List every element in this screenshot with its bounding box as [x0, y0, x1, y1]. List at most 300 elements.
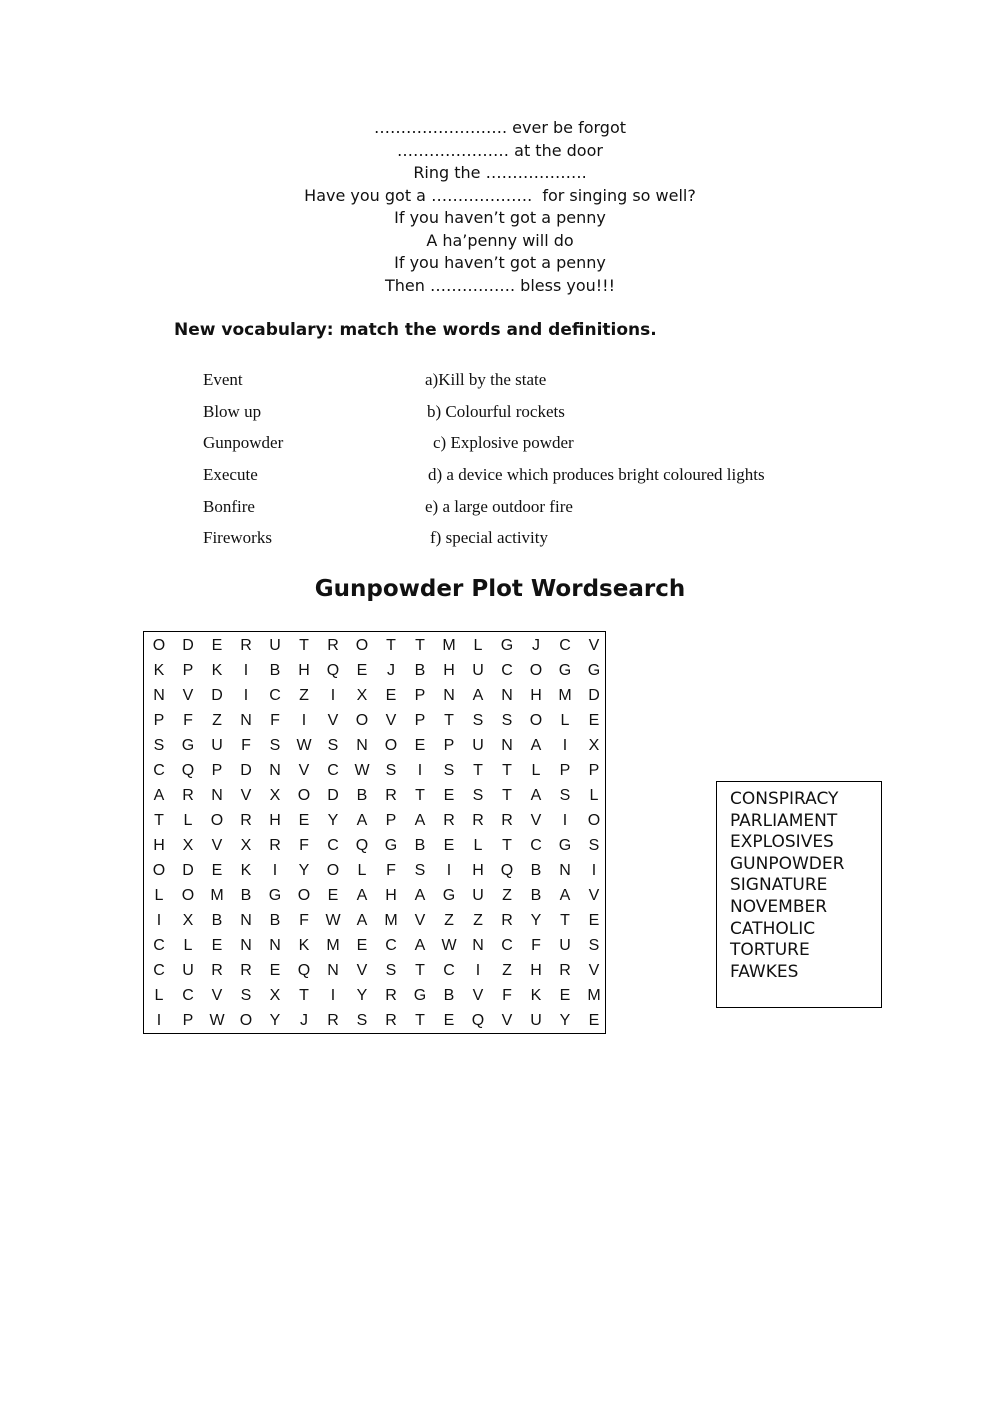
grid-letter[interactable]: M: [326, 937, 340, 954]
grid-row: [144, 983, 605, 1008]
grid-row: [144, 858, 605, 883]
grid-letter[interactable]: I: [475, 962, 481, 979]
grid-letter[interactable]: E: [211, 637, 223, 654]
word-list-item: EXPLOSIVES: [730, 832, 834, 853]
grid-letter[interactable]: G: [558, 837, 572, 854]
grid-letter[interactable]: Z: [473, 912, 483, 929]
grid-letter[interactable]: B: [269, 912, 281, 929]
grid-row: [144, 733, 605, 758]
grid-letter[interactable]: A: [356, 887, 368, 904]
grid-letter[interactable]: P: [153, 712, 165, 729]
grid-letter[interactable]: E: [443, 1012, 455, 1029]
grid-letter[interactable]: U: [530, 1012, 542, 1029]
vocabulary-definition: f) special activity: [430, 528, 549, 548]
grid-letter[interactable]: O: [384, 737, 398, 754]
grid-letter[interactable]: Y: [269, 1012, 281, 1029]
grid-letter[interactable]: W: [354, 762, 370, 779]
grid-letter[interactable]: O: [152, 637, 166, 654]
grid-letter[interactable]: N: [327, 962, 339, 979]
grid-letter[interactable]: R: [240, 962, 252, 979]
grid-letter[interactable]: A: [414, 812, 426, 829]
wordsearch-grid[interactable]: [143, 631, 606, 1034]
grid-letter[interactable]: N: [501, 737, 513, 754]
grid-letter[interactable]: P: [182, 1012, 194, 1029]
vocabulary-heading: New vocabulary: match the words and definitions.: [174, 320, 657, 340]
grid-letter[interactable]: D: [182, 637, 194, 654]
grid-row: [144, 783, 605, 808]
grid-letter[interactable]: B: [443, 987, 455, 1004]
grid-letter[interactable]: E: [588, 1012, 600, 1029]
grid-letter[interactable]: H: [530, 687, 542, 704]
grid-letter[interactable]: D: [240, 762, 252, 779]
grid-letter[interactable]: G: [500, 637, 514, 654]
grid-letter[interactable]: M: [587, 987, 601, 1004]
grid-letter[interactable]: L: [183, 812, 193, 829]
grid-letter[interactable]: N: [240, 912, 252, 929]
word-list-item: FAWKES: [730, 961, 799, 982]
grid-letter[interactable]: C: [443, 962, 455, 979]
grid-letter[interactable]: R: [501, 812, 513, 829]
grid-letter[interactable]: G: [181, 737, 195, 754]
grid-letter[interactable]: T: [415, 962, 425, 979]
grid-letter[interactable]: A: [414, 937, 426, 954]
vocabulary-word: Bonfire: [203, 496, 255, 516]
grid-letter[interactable]: K: [298, 937, 310, 954]
grid-letter[interactable]: I: [330, 987, 336, 1004]
grid-letter[interactable]: N: [356, 737, 368, 754]
grid-letter[interactable]: E: [588, 912, 600, 929]
grid-letter[interactable]: U: [472, 662, 484, 679]
grid-letter[interactable]: X: [182, 837, 194, 854]
grid-letter[interactable]: L: [560, 712, 570, 729]
grid-letter[interactable]: K: [153, 662, 165, 679]
grid-letter[interactable]: H: [443, 662, 455, 679]
grid-letter[interactable]: Q: [471, 1012, 485, 1029]
grid-letter[interactable]: X: [240, 837, 252, 854]
grid-letter[interactable]: H: [298, 662, 310, 679]
grid-letter[interactable]: T: [154, 812, 164, 829]
grid-letter[interactable]: L: [357, 862, 367, 879]
grid-letter[interactable]: M: [558, 687, 572, 704]
grid-letter[interactable]: I: [591, 862, 597, 879]
grid-letter[interactable]: R: [443, 812, 455, 829]
word-list-item: CATHOLIC: [730, 918, 816, 939]
grid-letter[interactable]: I: [417, 762, 423, 779]
grid-letter[interactable]: W: [325, 912, 341, 929]
grid-letter[interactable]: L: [183, 937, 193, 954]
grid-letter[interactable]: V: [501, 1012, 513, 1029]
grid-letter[interactable]: N: [240, 712, 252, 729]
grid-letter[interactable]: N: [559, 862, 571, 879]
grid-row: [144, 658, 605, 683]
grid-letter[interactable]: S: [414, 862, 426, 879]
grid-letter[interactable]: O: [297, 887, 311, 904]
grid-letter[interactable]: S: [356, 1012, 368, 1029]
grid-letter[interactable]: X: [356, 687, 368, 704]
poem-line: If you haven’t got a penny: [394, 208, 606, 227]
grid-letter[interactable]: R: [269, 837, 281, 854]
grid-letter[interactable]: X: [269, 787, 281, 804]
grid-letter[interactable]: I: [446, 862, 452, 879]
grid-letter[interactable]: T: [502, 787, 512, 804]
word-list-box: [716, 781, 882, 1008]
grid-letter[interactable]: R: [327, 1012, 339, 1029]
grid-letter[interactable]: F: [299, 912, 309, 929]
grid-letter[interactable]: P: [385, 812, 397, 829]
grid-letter[interactable]: K: [211, 662, 223, 679]
grid-letter[interactable]: E: [588, 712, 600, 729]
grid-letter[interactable]: V: [240, 787, 252, 804]
grid-letter[interactable]: C: [153, 962, 165, 979]
grid-letter[interactable]: E: [356, 662, 368, 679]
grid-letter[interactable]: E: [356, 937, 368, 954]
grid-letter[interactable]: H: [269, 812, 281, 829]
grid-letter[interactable]: U: [472, 887, 484, 904]
grid-letter[interactable]: R: [385, 1012, 397, 1029]
grid-letter[interactable]: E: [211, 937, 223, 954]
grid-letter[interactable]: E: [298, 812, 310, 829]
grid-letter[interactable]: I: [330, 687, 336, 704]
grid-letter[interactable]: R: [385, 787, 397, 804]
grid-letter[interactable]: Z: [444, 912, 454, 929]
grid-letter[interactable]: X: [269, 987, 281, 1004]
grid-letter[interactable]: O: [181, 887, 195, 904]
grid-letter[interactable]: O: [355, 712, 369, 729]
grid-letter[interactable]: R: [240, 637, 252, 654]
grid-letter[interactable]: Q: [355, 837, 369, 854]
vocabulary-definition: e) a large outdoor fire: [425, 496, 573, 516]
grid-letter[interactable]: V: [588, 962, 600, 979]
grid-letter[interactable]: V: [414, 912, 426, 929]
grid-letter[interactable]: O: [210, 812, 224, 829]
grid-letter[interactable]: Z: [299, 687, 309, 704]
rhyme-poem: [0, 117, 1000, 297]
grid-letter[interactable]: R: [182, 787, 194, 804]
vocabulary-definition: a)Kill by the state: [425, 370, 547, 389]
grid-letter[interactable]: G: [442, 887, 456, 904]
grid-letter[interactable]: U: [472, 737, 484, 754]
grid-letter[interactable]: E: [385, 687, 397, 704]
grid-letter[interactable]: P: [414, 712, 426, 729]
grid-row: [144, 933, 605, 958]
grid-letter[interactable]: Y: [530, 912, 542, 929]
grid-letter[interactable]: Y: [298, 862, 310, 879]
poem-line: Have you got a ………………. for singing so well?: [304, 185, 696, 205]
grid-letter[interactable]: S: [269, 737, 281, 754]
grid-letter[interactable]: C: [501, 662, 513, 679]
grid-letter[interactable]: X: [588, 737, 600, 754]
grid-letter[interactable]: C: [153, 937, 165, 954]
grid-letter[interactable]: V: [530, 812, 542, 829]
grid-letter[interactable]: C: [327, 762, 339, 779]
grid-letter[interactable]: C: [153, 762, 165, 779]
grid-letter[interactable]: T: [415, 787, 425, 804]
grid-letter[interactable]: C: [501, 937, 513, 954]
grid-letter[interactable]: L: [154, 987, 164, 1004]
grid-letter[interactable]: F: [270, 712, 280, 729]
word-list-item: GUNPOWDER: [730, 853, 845, 874]
vocabulary-matching: [203, 370, 903, 560]
vocabulary-row: [203, 465, 903, 497]
grid-letter[interactable]: I: [243, 687, 249, 704]
grid-letter[interactable]: V: [182, 687, 194, 704]
grid-letter[interactable]: A: [530, 787, 542, 804]
grid-letter[interactable]: S: [559, 787, 571, 804]
grid-letter[interactable]: K: [240, 862, 252, 879]
word-list-item: SIGNATURE: [730, 875, 828, 896]
grid-letter[interactable]: C: [385, 937, 397, 954]
grid-letter[interactable]: V: [327, 712, 339, 729]
grid-letter[interactable]: E: [559, 987, 571, 1004]
grid-letter[interactable]: G: [587, 662, 601, 679]
grid-letter[interactable]: S: [327, 737, 339, 754]
grid-letter[interactable]: T: [502, 762, 512, 779]
grid-letter[interactable]: C: [530, 837, 542, 854]
grid-letter[interactable]: B: [240, 887, 252, 904]
grid-letter[interactable]: N: [269, 937, 281, 954]
grid-letter[interactable]: G: [384, 837, 398, 854]
grid-letter[interactable]: Q: [500, 862, 514, 879]
grid-letter[interactable]: T: [415, 1012, 425, 1029]
grid-letter[interactable]: Y: [559, 1012, 571, 1029]
grid-letter[interactable]: Q: [181, 762, 195, 779]
grid-letter[interactable]: L: [473, 837, 483, 854]
grid-letter[interactable]: P: [588, 762, 600, 779]
grid-letter[interactable]: B: [414, 837, 426, 854]
grid-letter[interactable]: C: [327, 837, 339, 854]
grid-letter[interactable]: R: [501, 912, 513, 929]
grid-letter[interactable]: E: [414, 737, 426, 754]
grid-letter[interactable]: B: [356, 787, 368, 804]
grid-letter[interactable]: R: [211, 962, 223, 979]
grid-letter[interactable]: B: [211, 912, 223, 929]
grid-letter[interactable]: T: [386, 637, 396, 654]
grid-letter[interactable]: P: [443, 737, 455, 754]
grid-letter[interactable]: V: [472, 987, 484, 1004]
grid-letter[interactable]: P: [559, 762, 571, 779]
grid-letter[interactable]: R: [559, 962, 571, 979]
grid-letter[interactable]: N: [472, 937, 484, 954]
word-list-item: PARLIAMENT: [730, 810, 838, 831]
grid-letter[interactable]: S: [385, 962, 397, 979]
vocabulary-word: Gunpowder: [203, 433, 284, 453]
grid-letter[interactable]: E: [443, 787, 455, 804]
grid-letter[interactable]: T: [502, 837, 512, 854]
grid-letter[interactable]: K: [530, 987, 542, 1004]
grid-letter[interactable]: A: [530, 737, 542, 754]
grid-letter[interactable]: V: [588, 887, 600, 904]
grid-letter[interactable]: C: [182, 987, 194, 1004]
word-list-item: CONSPIRACY: [730, 789, 839, 809]
grid-letter[interactable]: V: [356, 962, 368, 979]
grid-letter[interactable]: U: [182, 962, 194, 979]
grid-letter[interactable]: A: [559, 887, 571, 904]
grid-row: [144, 683, 605, 708]
grid-letter[interactable]: T: [473, 762, 483, 779]
grid-letter[interactable]: F: [241, 737, 251, 754]
grid-letter[interactable]: H: [385, 887, 397, 904]
grid-letter[interactable]: O: [587, 812, 601, 829]
grid-row: [144, 883, 605, 908]
grid-letter[interactable]: M: [442, 637, 456, 654]
vocabulary-word: Execute: [203, 465, 258, 485]
grid-letter[interactable]: E: [327, 887, 339, 904]
grid-letter[interactable]: M: [210, 887, 224, 904]
grid-letter[interactable]: R: [327, 637, 339, 654]
grid-letter[interactable]: N: [443, 687, 455, 704]
grid-letter[interactable]: J: [387, 662, 395, 679]
vocabulary-row: [203, 497, 903, 529]
grid-letter[interactable]: R: [240, 812, 252, 829]
vocabulary-row: [203, 433, 903, 465]
grid-letter[interactable]: H: [153, 837, 165, 854]
grid-letter[interactable]: J: [300, 1012, 308, 1029]
grid-letter[interactable]: A: [356, 912, 368, 929]
grid-letter[interactable]: V: [211, 837, 223, 854]
grid-letter[interactable]: A: [356, 812, 368, 829]
grid-letter[interactable]: C: [269, 687, 281, 704]
grid-letter[interactable]: D: [211, 687, 223, 704]
grid-letter[interactable]: F: [386, 862, 396, 879]
grid-letter[interactable]: N: [211, 787, 223, 804]
grid-letter[interactable]: M: [384, 912, 398, 929]
grid-letter[interactable]: E: [269, 962, 281, 979]
grid-letter[interactable]: Y: [356, 987, 368, 1004]
grid-letter[interactable]: O: [529, 662, 543, 679]
word-list-item: NOVEMBER: [730, 896, 828, 917]
grid-letter[interactable]: W: [209, 1012, 225, 1029]
grid-letter[interactable]: S: [501, 712, 513, 729]
grid-letter[interactable]: Q: [326, 662, 340, 679]
grid-letter[interactable]: W: [441, 937, 457, 954]
grid-letter[interactable]: W: [296, 737, 312, 754]
grid-letter[interactable]: G: [268, 887, 282, 904]
grid-letter[interactable]: S: [153, 737, 165, 754]
grid-letter[interactable]: J: [532, 637, 540, 654]
grid-letter[interactable]: V: [385, 712, 397, 729]
grid-letter[interactable]: P: [182, 662, 194, 679]
grid-letter[interactable]: F: [502, 987, 512, 1004]
grid-letter[interactable]: N: [240, 937, 252, 954]
grid-letter[interactable]: F: [183, 712, 193, 729]
grid-letter[interactable]: I: [301, 712, 307, 729]
vocabulary-definition: d) a device which produces bright coloured lights: [428, 465, 765, 485]
grid-letter[interactable]: N: [153, 687, 165, 704]
grid-letter[interactable]: U: [559, 937, 571, 954]
grid-letter[interactable]: B: [269, 662, 281, 679]
grid-letter[interactable]: D: [588, 687, 600, 704]
grid-letter[interactable]: F: [531, 937, 541, 954]
grid-letter[interactable]: T: [560, 912, 570, 929]
grid-letter[interactable]: A: [153, 787, 165, 804]
grid-letter[interactable]: B: [530, 862, 542, 879]
grid-letter[interactable]: O: [297, 787, 311, 804]
grid-letter[interactable]: T: [444, 712, 454, 729]
grid-letter[interactable]: P: [414, 687, 426, 704]
grid-letter[interactable]: S: [472, 712, 484, 729]
grid-letter[interactable]: T: [415, 637, 425, 654]
grid-letter[interactable]: U: [211, 737, 223, 754]
grid-letter[interactable]: I: [272, 862, 278, 879]
grid-letter[interactable]: E: [443, 837, 455, 854]
grid-letter[interactable]: S: [588, 937, 600, 954]
grid-letter[interactable]: Q: [297, 962, 311, 979]
grid-letter[interactable]: S: [443, 762, 455, 779]
grid-letter[interactable]: I: [243, 662, 249, 679]
grid-letter[interactable]: O: [529, 712, 543, 729]
vocabulary-row: [203, 528, 903, 560]
grid-letter[interactable]: I: [562, 812, 568, 829]
grid-letter[interactable]: P: [211, 762, 223, 779]
grid-letter[interactable]: L: [531, 762, 541, 779]
grid-letter[interactable]: S: [385, 762, 397, 779]
grid-letter[interactable]: E: [211, 862, 223, 879]
grid-row: [144, 833, 605, 858]
grid-letter[interactable]: D: [182, 862, 194, 879]
grid-letter[interactable]: O: [355, 637, 369, 654]
grid-letter[interactable]: N: [501, 687, 513, 704]
grid-letter[interactable]: T: [299, 987, 309, 1004]
vocabulary-word: Event: [203, 370, 243, 389]
grid-letter[interactable]: A: [472, 687, 484, 704]
grid-letter[interactable]: S: [472, 787, 484, 804]
poem-line: Ring the ……………….: [413, 163, 587, 182]
grid-letter[interactable]: I: [562, 737, 568, 754]
grid-letter[interactable]: O: [152, 862, 166, 879]
grid-letter[interactable]: V: [298, 762, 310, 779]
grid-letter[interactable]: L: [154, 887, 164, 904]
grid-letter[interactable]: R: [385, 987, 397, 1004]
grid-letter[interactable]: Z: [502, 887, 512, 904]
grid-letter[interactable]: A: [414, 887, 426, 904]
grid-letter[interactable]: B: [530, 887, 542, 904]
poem-line: If you haven’t got a penny: [394, 253, 606, 272]
grid-letter[interactable]: U: [269, 637, 281, 654]
grid-row: [144, 1008, 605, 1033]
grid-letter[interactable]: V: [588, 637, 600, 654]
grid-letter[interactable]: L: [589, 787, 599, 804]
grid-letter[interactable]: D: [327, 787, 339, 804]
grid-letter[interactable]: X: [182, 912, 194, 929]
grid-letter[interactable]: S: [588, 837, 600, 854]
grid-letter[interactable]: I: [156, 1012, 162, 1029]
poem-line: A ha’penny will do: [426, 230, 574, 250]
grid-letter[interactable]: I: [156, 912, 162, 929]
grid-letter[interactable]: Z: [502, 962, 512, 979]
vocabulary-row: [203, 402, 903, 434]
vocabulary-word: Fireworks: [203, 528, 272, 548]
grid-letter[interactable]: G: [558, 662, 572, 679]
grid-letter[interactable]: C: [559, 637, 571, 654]
grid-letter[interactable]: Z: [212, 712, 222, 729]
grid-letter[interactable]: S: [240, 987, 252, 1004]
wordsearch-title: Gunpowder Plot Wordsearch: [314, 576, 686, 602]
grid-letter[interactable]: H: [472, 862, 484, 879]
grid-letter[interactable]: L: [473, 637, 483, 654]
poem-line: Then ……………. bless you!!!: [385, 275, 615, 295]
grid-letter[interactable]: V: [211, 987, 223, 1004]
grid-letter[interactable]: G: [413, 987, 427, 1004]
grid-letter[interactable]: Y: [327, 812, 339, 829]
grid-letter[interactable]: T: [299, 637, 309, 654]
grid-letter[interactable]: R: [472, 812, 484, 829]
grid-letter[interactable]: O: [326, 862, 340, 879]
grid-letter[interactable]: F: [299, 837, 309, 854]
grid-letter[interactable]: O: [239, 1012, 253, 1029]
grid-letter[interactable]: B: [414, 662, 426, 679]
grid-letter[interactable]: N: [269, 762, 281, 779]
grid-letter[interactable]: H: [530, 962, 542, 979]
